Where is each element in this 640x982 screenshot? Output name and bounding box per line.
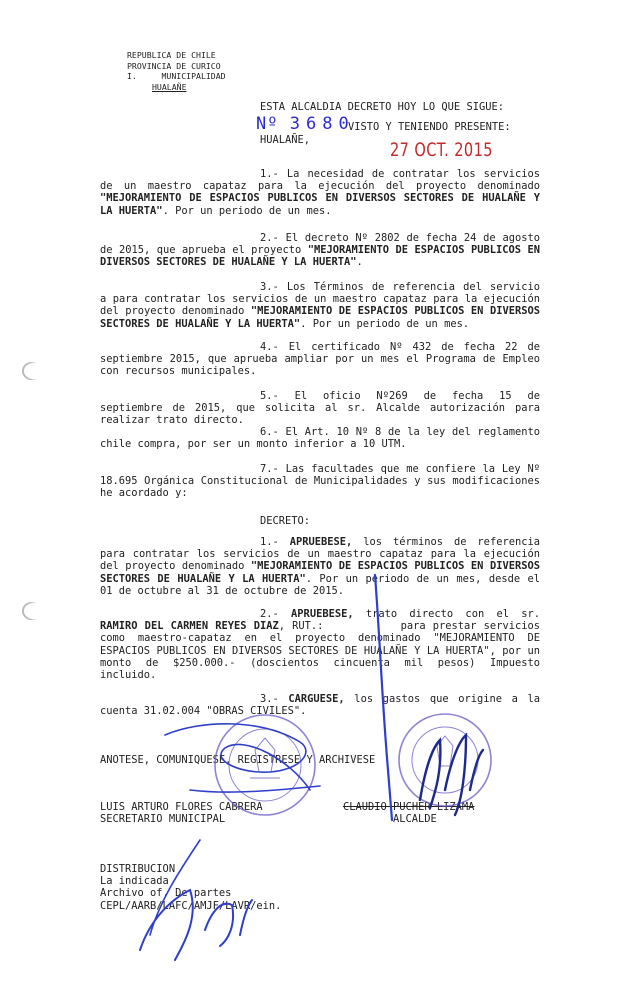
decreto-heading: DECRETO:	[260, 515, 311, 527]
visto-paragraph: 1.- La necesidad de contratar los servicios de un maestro capataz para la ejecución del proyecto denominado "MEJORAMIENTO DE ESPACIOS PUBLICOS EN DIVERSOS SECTORES DE HUALAÑE Y LA HUERTA". Por un periodo de un mes.	[100, 168, 540, 217]
decree-number-prefix: Nº	[256, 114, 279, 134]
signature-left-name: LUIS ARTURO FLORES CABRERA	[100, 801, 263, 813]
letterhead-country: REPUBLICA DE CHILE	[127, 50, 216, 60]
letterhead-province: PROVINCIA DE CURICO	[127, 60, 221, 71]
letterhead-municipality: I. MUNICIPALIDAD	[127, 71, 226, 81]
place-line: HUALAÑE,	[260, 134, 311, 146]
visto-paragraph: 5.- El oficio Nº269 de fecha 15 de septiembre de 2015, que solicita al sr. Alcalde autorización para realizar trato directo.	[100, 390, 540, 427]
decreto-paragraph: 1.- APRUEBESE, los términos de referencia para contratar los servicios de un maestro capataz para la ejecución del proyecto denominado "MEJORAMIENTO DE ESPACIOS PUBLICOS EN DIVERSOS SECTORES DE HUALAÑE Y LA HUERTA". Por un periodo de un mes, desde el 01 de octubre al 31 de octubre de 2015.	[100, 536, 540, 597]
visto-paragraph: 4.- El certificado Nº 432 de fecha 22 de septiembre 2015, que aprueba ampliar por un mes el Programa de Empleo con recursos municipales.	[100, 341, 540, 378]
distribution-line: La indicada	[100, 875, 169, 888]
initials-scribble	[140, 890, 252, 960]
signature-right-name: CLAUDIO PUCHER LIZAMA	[343, 801, 475, 813]
distribution-title: DISTRIBUCION	[100, 863, 176, 875]
signature-right-title: ALCALDE	[393, 813, 437, 826]
distribution-stroke	[150, 840, 200, 935]
decreto-paragraph: 2.- APRUEBESE, trato directo con el sr. RAMIRO DEL CARMEN REYES DIAZ, RUT.: para prestar servicios como maestro-capataz en el proyecto denominado "MEJORAMIENTO DE ESPACIOS PUBLICOS EN DIVERSOS SECTORES DE HUALAÑE Y LA HUERTA", por un monto de $250.000.- (doscientos cincuenta mil pesos) Impuesto incluido.	[100, 608, 540, 682]
visto-paragraph: 7.- Las facultades que me confiere la Ley Nº 18.695 Orgánica Constitucional de Municipalidades y sus modificaciones he acordado y:	[100, 463, 540, 500]
date-stamp: 27 OCT. 2015	[390, 139, 493, 161]
visto-line: VISTO Y TENIENDO PRESENTE:	[348, 121, 511, 133]
visto-paragraph: 3.- Los Términos de referencia del servicio a para contratar los servicios de un maestro capataz para la ejecución del proyecto denominado "MEJORAMIENTO DE ESPACIOS PUBLICOS EN DIVERSOS SECTORES DE HUALAÑE Y LA HUERTA". Por un periodo de un mes.	[100, 281, 540, 330]
pen-stroke	[375, 575, 392, 820]
distribution-line: CEPL/AARB/LAFC/AMJF/LAVR/ein.	[100, 899, 282, 912]
visto-paragraph: 6.- El Art. 10 Nº 8 de la ley del reglamento chile compra, por ser un monto inferior a 10 UTM.	[100, 426, 540, 451]
closing-line: ANOTESE, COMUNIQUESE, REGISTRESE Y ARCHIVESE	[100, 754, 376, 766]
intro-line: ESTA ALCALDIA DECRETO HOY LO QUE SIGUE:	[260, 101, 504, 113]
decreto-paragraph: 3.- CARGUESE, los gastos que origine a la cuenta 31.02.004 "OBRAS CIVILES".	[100, 693, 540, 718]
visto-paragraph: 2.- El decreto Nº 2802 de fecha 24 de agosto de 2015, que aprueba el proyecto "MEJORAMIENTO DE ESPACIOS PUBLICOS EN DIVERSOS SECTORES DE HUALAÑE Y LA HUERTA".	[100, 232, 540, 269]
signature-left-title: SECRETARIO MUNICIPAL	[100, 813, 226, 826]
distribution-line: Archivo of. De partes	[100, 887, 232, 900]
decree-number: 3680	[289, 114, 355, 134]
letterhead-town: HUALAÑE	[152, 81, 187, 92]
